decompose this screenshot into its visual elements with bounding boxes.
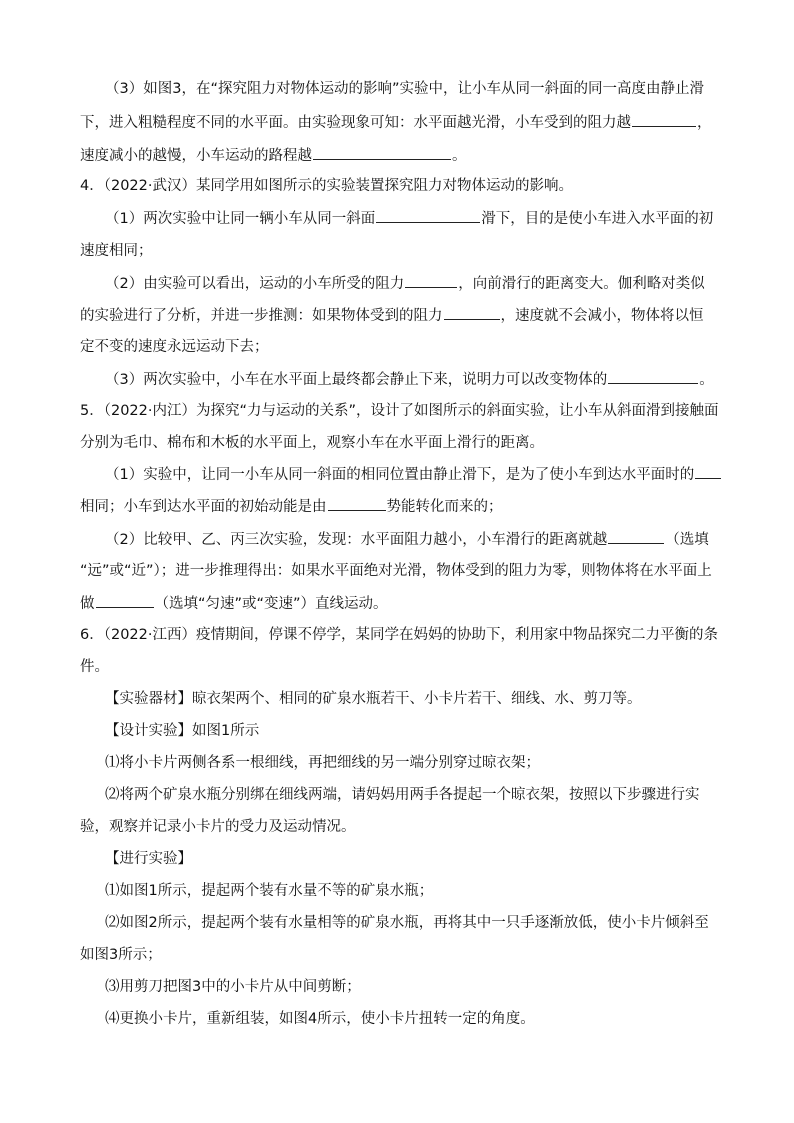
procedure-step-1: ⑴如图1所示，提起两个装有水量不等的矿泉水瓶；	[105, 883, 434, 899]
q5-part2-line1: （2）比较甲、乙、丙三次实验，发现：水平面阻力越小，小车滑行的距离就越 （选填	[105, 528, 709, 551]
answer-blank[interactable]	[695, 463, 721, 479]
answer-blank[interactable]	[96, 592, 154, 608]
answer-blank[interactable]	[608, 528, 664, 544]
experiment-materials: 【实验器材】晾衣架两个、相同的矿泉水瓶若干、小卡片若干、细线、水、剪刀等。	[105, 691, 642, 707]
procedure-step-3: ⑶用剪刀把图3中的小卡片从中间剪断；	[105, 979, 361, 995]
design-step-2-line2: 验，观察并记录小卡片的受力及运动情况。	[80, 819, 356, 835]
q4-part3-line1: （3）两次实验中，小车在水平面上最终都会静止下来，说明力可以改变物体的 。	[105, 368, 714, 391]
answer-blank[interactable]	[405, 272, 457, 288]
experiment-design-heading: 【设计实验】如图1所示	[105, 723, 260, 739]
answer-blank[interactable]	[328, 495, 386, 511]
answer-blank[interactable]	[313, 144, 451, 160]
procedure-step-4: ⑷更换小卡片，重新组装，如图4所示，使小卡片扭转一定的角度。	[105, 1011, 535, 1027]
question-4-heading: 4．（2022·武汉）某同学用如图所示的实验装置探究阻力对物体运动的影响。	[80, 178, 573, 194]
question-6-heading: 6．（2022·江西）疫情期间，停课不停学，某同学在妈妈的协助下，利用家中物品探究二力平衡的条	[80, 627, 718, 643]
q3-line-1: （3）如图3，在“探究阻力对物体运动的影响”实验中，让小车从同一斜面的同一高度由静止滑	[105, 81, 704, 97]
question-5-heading-line2: 分别为毛巾、棉布和木板的水平面上，观察小车在水平面上滑行的距离。	[80, 435, 544, 451]
q3-line-3: 速度减小的越慢，小车运动的路程越 。	[80, 144, 467, 167]
procedure-step-2-line1: ⑵如图2所示，提起两个装有水量相等的矿泉水瓶，再将其中一只手逐渐放低，使小卡片倾斜至	[105, 915, 709, 931]
q4-part1-line1: （1）两次实验中让同一辆小车从同一斜面 滑下，目的是使小车进入水平面的初	[105, 207, 713, 230]
answer-blank[interactable]	[632, 111, 696, 127]
design-step-1: ⑴将小卡片两侧各系一根细线，再把细线的另一端分别穿过晾衣架；	[105, 755, 540, 771]
q5-part2-line3: 做 （选填“匀速”或“变速”）直线运动。	[80, 592, 388, 615]
q5-part2-line2: “远”或“近”）；进一步推理得出：如果水平面绝对光滑，物体受到的阻力为零，则物体将在水平面上	[80, 563, 712, 579]
q4-part2-line3: 定不变的速度永远运动下去；	[80, 339, 269, 355]
q4-part2-line1: （2）由实验可以看出，运动的小车所受的阻力 ，向前滑行的距离变大。伽利略对类似	[105, 272, 705, 295]
q4-part2-line2: 的实验进行了分析，并进一步推测：如果物体受到的阻力 ，速度就不会减小，物体将以恒	[80, 304, 704, 327]
answer-blank[interactable]	[608, 368, 698, 384]
design-step-2-line1: ⑵将两个矿泉水瓶分别绑在细线两端，请妈妈用两手各提起一个晾衣架，按照以下步骤进行实	[105, 787, 700, 803]
q5-part1-line2: 相同；小车到达水平面的初始动能是由 势能转化而来的；	[80, 495, 503, 518]
q5-part1-line1: （1）实验中，让同一小车从同一斜面的相同位置由静止滑下，是为了使小车到达水平面时的	[105, 463, 722, 486]
question-5-heading: 5．（2022·内江）为探究“力与运动的关系”，设计了如图所示的斜面实验，让小车从斜面滑到接触面	[80, 403, 719, 419]
question-6-heading-line2: 件。	[80, 659, 109, 675]
procedure-step-2-line2: 如图3所示；	[80, 947, 162, 963]
answer-blank[interactable]	[444, 304, 500, 320]
answer-blank[interactable]	[376, 207, 480, 223]
q4-part1-line2: 速度相同；	[80, 243, 153, 259]
q3-line-2: 下，进入粗糙程度不同的水平面。由实验现象可知：水平面越光滑，小车受到的阻力越 ，	[80, 111, 712, 134]
procedure-heading: 【进行实验】	[105, 851, 192, 867]
